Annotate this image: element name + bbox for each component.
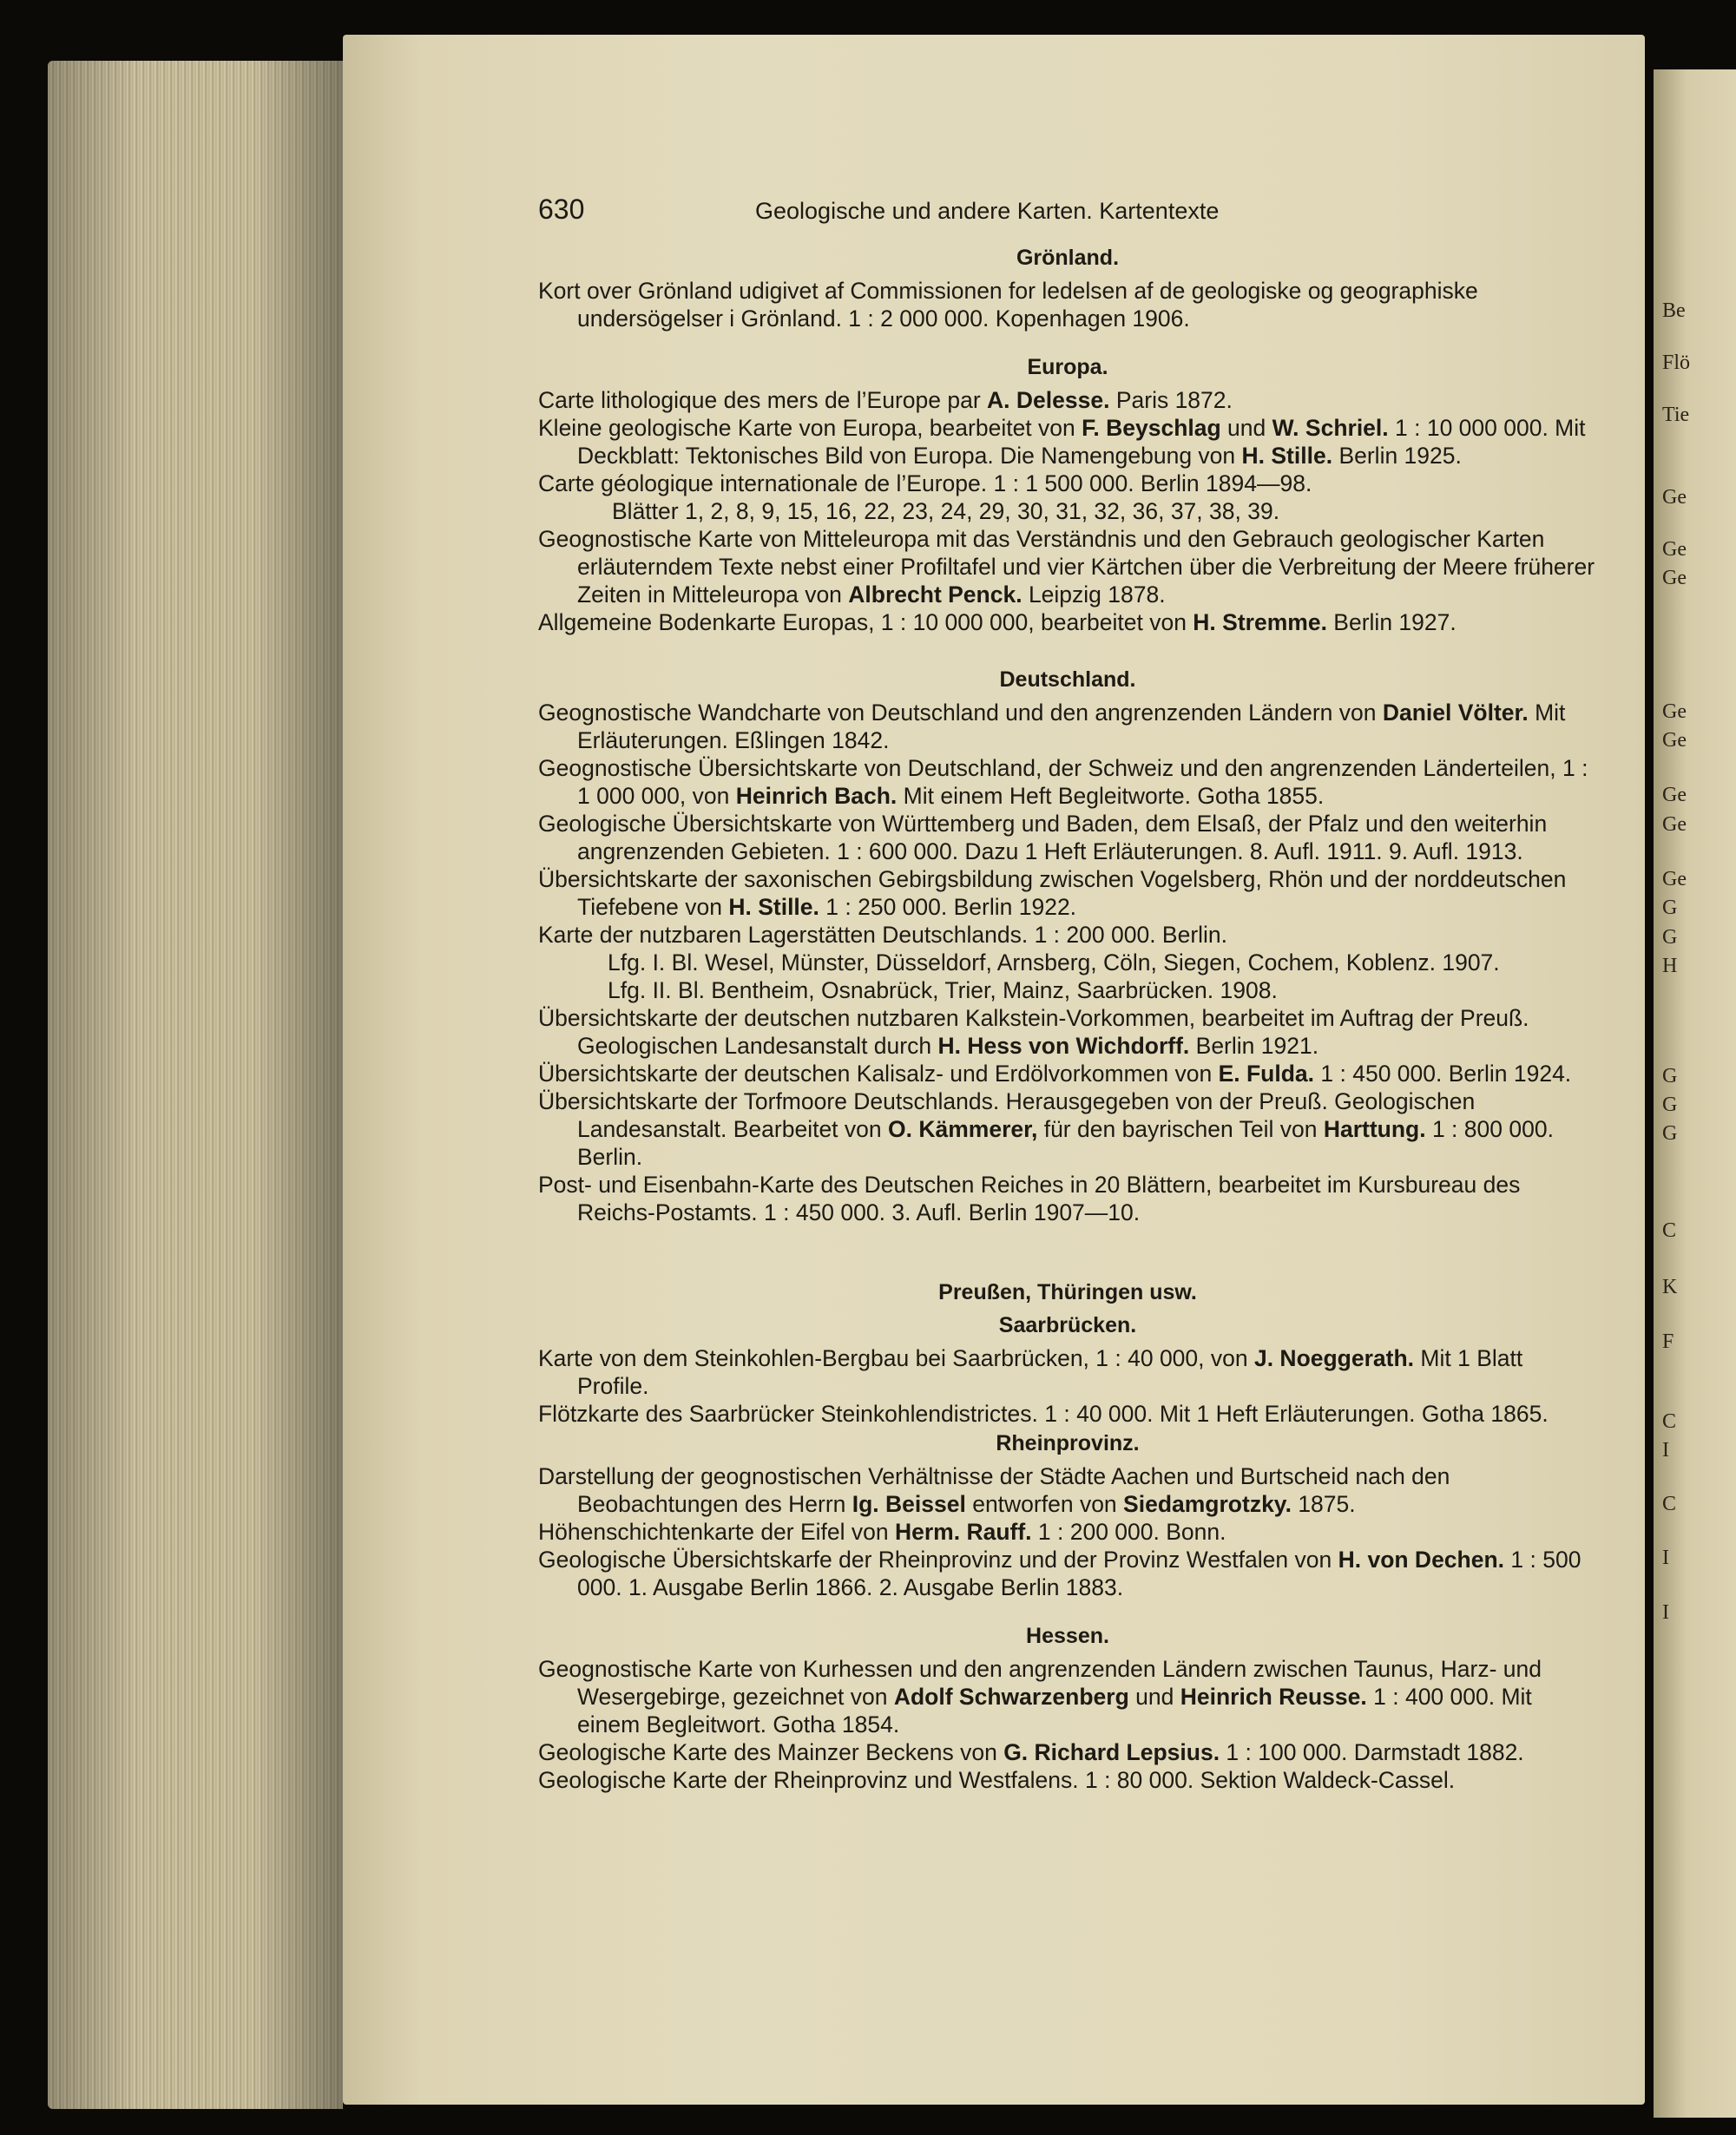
page-number: 630 xyxy=(538,194,585,225)
facing-page-fragment: H xyxy=(1662,955,1678,977)
section-title-gronland: Grönland. xyxy=(1016,246,1120,270)
bibliography-entry: Allgemeine Bodenkarte Europas, 1 : 10 000 000, bearbeitet von H. Stremme. Berlin 1927. xyxy=(538,609,1457,635)
author-name: H. Stille. xyxy=(728,894,819,920)
facing-page-fragment: C xyxy=(1662,1410,1677,1433)
author-name: Harttung. xyxy=(1323,1116,1426,1142)
section-title-rheinprovinz: Rheinprovinz. xyxy=(996,1431,1140,1455)
bibliography-entry: Geologische Karte des Mainzer Beckens von G. Richard Lepsius. 1 : 100 000. Darmstadt 1882. xyxy=(538,1739,1524,1765)
author-name: Herm. Rauff. xyxy=(894,1519,1032,1545)
author-name: O. Kämmerer, xyxy=(888,1116,1038,1142)
facing-page-fragment: I xyxy=(1662,1439,1669,1462)
bibliography-entry: Kleine geologische Karte von Europa, bearbeitet von F. Beyschlag und W. Schriel. 1 : 10 000 000. Mit Deckblatt: Tektonisches Bild von Europa. Die Namengebung von H. Stille. Berlin 1925. xyxy=(538,415,1586,469)
bibliography-entry: Geognostische Wandcharte von Deutschland und den angrenzenden Ländern von Daniel Völter. Mit Erläuterungen. Eßlingen 1842. xyxy=(538,700,1566,753)
bibliography-entry: Höhenschichtenkarte der Eifel von Herm. Rauff. 1 : 200 000. Bonn. xyxy=(538,1519,1226,1545)
author-name: Daniel Völter. xyxy=(1382,700,1529,726)
facing-page-fragment: Be xyxy=(1662,299,1686,322)
facing-page-fragment: Ge xyxy=(1662,784,1687,806)
section-title-deutschland: Deutschland. xyxy=(999,667,1136,692)
bibliography-subentry: Blätter 1, 2, 8, 9, 15, 16, 22, 23, 24, 29, 30, 31, 32, 36, 37, 38, 39. xyxy=(612,498,1280,524)
facing-page-fragment: I xyxy=(1662,1547,1669,1569)
facing-page-fragment: F xyxy=(1662,1330,1674,1353)
facing-page-fragment: Ge xyxy=(1662,538,1687,561)
author-name: H. Stremme. xyxy=(1193,609,1327,635)
running-head xyxy=(538,195,1597,225)
facing-page-fragment: G xyxy=(1662,1094,1678,1116)
author-name: E. Fulda. xyxy=(1218,1061,1315,1087)
bibliography-entry: Carte géologique internationale de l’Europe. 1 : 1 500 000. Berlin 1894—98. xyxy=(538,470,1312,496)
author-name: Ig. Beissel xyxy=(852,1491,966,1517)
facing-page-fragment: Ge xyxy=(1662,567,1687,589)
author-name: Adolf Schwarzenberg xyxy=(893,1684,1129,1710)
bibliography-entry: Übersichtskarte der deutschen nutzbaren Kalkstein-Vorkommen, bearbeitet im Auftrag der Preuß. Geologischen Landesanstalt durch H. Hess von Wichdorff. Berlin 1921. xyxy=(538,1005,1529,1059)
bibliography-entry: Geologische Übersichtskarte von Württemberg und Baden, dem Elsaß, der Pfalz und den weiterhin angrenzenden Gebieten. 1 : 600 000. Dazu 1 Heft Erläuterungen. 8. Aufl. 1911. 9. Aufl. 1913. xyxy=(538,811,1548,864)
running-head-title: Geologische und andere Karten. Kartentexte xyxy=(755,198,1220,224)
author-name: Heinrich Reusse. xyxy=(1180,1684,1367,1710)
bibliography-entry: Darstellung der geognostischen Verhältnisse der Städte Aachen und Burtscheid nach den Beobachtungen des Herrn Ig. Beissel entworfen von Siedamgrotzky. 1875. xyxy=(538,1463,1450,1517)
bibliography-entry: Carte lithologique des mers de l’Europe par A. Delesse. Paris 1872. xyxy=(538,387,1233,413)
author-name: A. Delesse. xyxy=(987,387,1110,413)
author-name: H. Stille. xyxy=(1241,443,1333,469)
bibliography-entry: Geognostische Übersichtskarte von Deutschland, der Schweiz und den angrenzenden Länderteilen, 1 : 1 000 000, von Heinrich Bach. Mit einem Heft Begleitworte. Gotha 1855. xyxy=(538,755,1588,809)
facing-page-fragment: G xyxy=(1662,897,1678,919)
facing-page-fragment: Ge xyxy=(1662,868,1687,890)
section-title-europa: Europa. xyxy=(1027,355,1108,379)
facing-page-fragment: Ge xyxy=(1662,729,1687,752)
facing-page-fragment: G xyxy=(1662,1122,1678,1145)
author-name: G. Richard Lepsius. xyxy=(1003,1739,1220,1765)
bibliography-entry: Geologische Übersichtskarfe der Rheinprovinz und der Provinz Westfalen von H. von Dechen. 1 : 500 000. 1. Ausgabe Berlin 1866. 2. Ausgabe Berlin 1883. xyxy=(538,1547,1581,1600)
facing-page-fragment: C xyxy=(1662,1219,1677,1242)
author-name: J. Noeggerath. xyxy=(1253,1345,1415,1371)
author-name: H. von Dechen. xyxy=(1338,1547,1505,1573)
author-name: H. Hess von Wichdorff. xyxy=(937,1033,1190,1059)
facing-page-fragment: G xyxy=(1662,926,1678,949)
bibliography-entry: Kort over Grönland udigivet af Commissionen for ledelsen af de geologiske og geographiske undersögelser i Grönland. 1 : 2 000 000. Kopenhagen 1906. xyxy=(538,278,1478,332)
bibliography-subentry: Lfg. I. Bl. Wesel, Münster, Düsseldorf, Arnsberg, Cöln, Siegen, Cochem, Koblenz. 1907. xyxy=(608,949,1500,976)
bibliography-entry: Geognostische Karte von Kurhessen und den angrenzenden Ländern zwischen Taunus, Harz- und Wesergebirge, gezeichnet von Adolf Schwarzenberg und Heinrich Reusse. 1 : 400 000. Mit einem Begleitwort. Gotha 1854. xyxy=(538,1656,1542,1738)
author-name: Siedamgrotzky. xyxy=(1123,1491,1292,1517)
author-name: Heinrich Bach. xyxy=(735,783,898,809)
section-title-preussen: Preußen, Thüringen usw. xyxy=(938,1280,1197,1304)
bibliography-entry: Karte der nutzbaren Lagerstätten Deutschlands. 1 : 200 000. Berlin. xyxy=(538,922,1228,948)
bibliography-subentry: Lfg. II. Bl. Bentheim, Osnabrück, Trier, Mainz, Saarbrücken. 1908. xyxy=(608,977,1278,1003)
author-name: W. Schriel. xyxy=(1272,415,1389,441)
bibliography-entry: Karte von dem Steinkohlen-Bergbau bei Saarbrücken, 1 : 40 000, von J. Noeggerath. Mit 1 Blatt Profile. xyxy=(538,1345,1523,1399)
facing-page xyxy=(1654,69,1736,2118)
page-edges-shadow xyxy=(48,61,343,2109)
section-title-hessen: Hessen. xyxy=(1026,1624,1109,1648)
bibliography-entry: Übersichtskarte der deutschen Kalisalz- und Erdölvorkommen von E. Fulda. 1 : 450 000. Berlin 1924. xyxy=(538,1061,1572,1087)
author-name: Albrecht Penck. xyxy=(848,581,1023,608)
bibliography-entry: Post- und Eisenbahn-Karte des Deutschen Reiches in 20 Blättern, bearbeitet im Kursbureau des Reichs-Postamts. 1 : 450 000. 3. Aufl. Berlin 1907—10. xyxy=(538,1172,1521,1225)
facing-page-fragment: Flö xyxy=(1662,351,1691,374)
bibliography-entry: Übersichtskarte der Torfmoore Deutschlands. Herausgegeben von der Preuß. Geologischen Landesanstalt. Bearbeitet von O. Kämmerer, für den bayrischen Teil von Harttung. 1 : 800 000. Berlin. xyxy=(538,1088,1554,1170)
facing-page-fragment: C xyxy=(1662,1493,1677,1515)
facing-page-fragment: Ge xyxy=(1662,813,1687,836)
facing-page-fragment: Tie xyxy=(1662,404,1690,426)
bibliography-entry: Flötzkarte des Saarbrücker Steinkohlendistrictes. 1 : 40 000. Mit 1 Heft Erläuterungen. Gotha 1865. xyxy=(538,1401,1549,1427)
facing-page-fragment: G xyxy=(1662,1065,1678,1087)
author-name: F. Beyschlag xyxy=(1082,415,1221,441)
facing-page-fragment: Ge xyxy=(1662,700,1687,723)
bibliography-entry: Geologische Karte der Rheinprovinz und Westfalens. 1 : 80 000. Sektion Waldeck-Cassel. xyxy=(538,1767,1456,1793)
facing-page-fragment: Ge xyxy=(1662,486,1687,509)
section-title-saarbruecken: Saarbrücken. xyxy=(998,1313,1137,1337)
bibliography-entry: Übersichtskarte der saxonischen Gebirgsbildung zwischen Vogelsberg, Rhön und der norddeutschen Tiefebene von H. Stille. 1 : 250 000. Berlin 1922. xyxy=(538,866,1567,920)
page-content xyxy=(538,195,1597,1794)
facing-page-fragment: I xyxy=(1662,1601,1669,1624)
facing-page-fragment: K xyxy=(1662,1276,1678,1298)
bibliography-entry: Geognostische Karte von Mitteleuropa mit das Verständnis und den Gebrauch geologischer Karten erläuterndem Texte nebst einer Profiltafel und vier Kärtchen über die Verbreitung der Meere früherer Zeiten in Mitteleuropa von Albrecht Penck. Leipzig 1878. xyxy=(538,526,1595,608)
